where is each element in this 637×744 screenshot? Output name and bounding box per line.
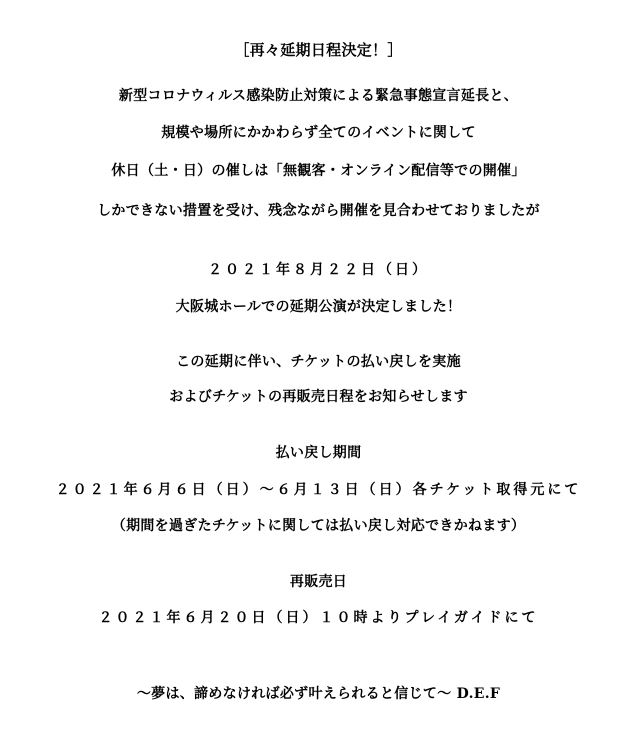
refund-intro-line-2: およびチケットの再販売日程をお知らせします <box>169 389 468 405</box>
refund-period-label: 払い戻し期間 <box>275 445 362 461</box>
intro-line-3: 休日（土・日）の催しは「無観客・オンライン配信等での開催」 <box>111 163 526 179</box>
intro-line-4: しかできない措置を受け、残念ながら開催を見合わせておりましたが <box>97 203 540 219</box>
venue-announcement: 大阪城ホールでの延期公演が決定しました！ <box>175 299 462 315</box>
resale-label: 再販売日 <box>289 574 348 590</box>
notice-heading: ［再々延期日程決定！］ <box>234 41 403 59</box>
refund-intro-line-1: この延期に伴い、チケットの払い戻しを実施 <box>176 354 461 370</box>
refund-period: ２０２１年６月６日（日）～６月１３日（日）各チケット取得元にて <box>55 482 582 498</box>
resale-date: ２０２１年６月２０日（日）１０時よりプレイガイドにて <box>98 610 539 626</box>
intro-line-1: 新型コロナウィルス感染防止対策による緊急事態宣言延長と、 <box>118 88 519 104</box>
intro-line-2: 規模や場所にかかわらず全てのイベントに関して <box>161 125 476 141</box>
new-concert-date: ２０２１年８月２２日（日） <box>208 262 429 278</box>
refund-note: （期間を過ぎたチケットに関しては払い戻し対応できかねます） <box>111 518 526 534</box>
closing-message: ～夢は、諦めなければ必ず叶えられると信じて～ D.E.F <box>136 686 501 702</box>
